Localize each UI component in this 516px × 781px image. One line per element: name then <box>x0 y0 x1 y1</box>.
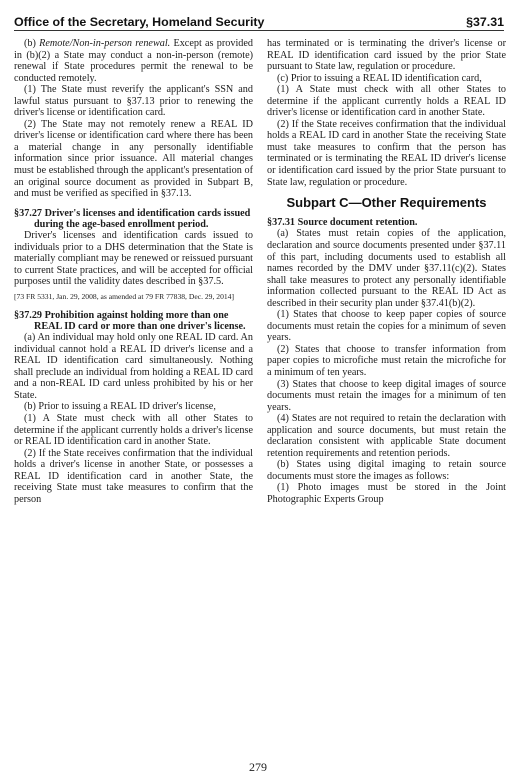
paragraph: (c) Prior to issuing a REAL ID identification card, <box>277 72 482 84</box>
section-heading-37-27: §37.27 Driver's licenses and identification cards issued during the age-based enrollment period. <box>14 207 251 230</box>
paragraph-remote-renewal <box>14 38 253 84</box>
section-heading-37-31: §37.31 Source document retention. <box>267 217 418 229</box>
header-title: Office of the Secretary, Homeland Security <box>14 15 265 29</box>
right-column <box>267 38 506 506</box>
header-section: §37.31 <box>466 15 504 29</box>
paragraph: (b) States using digital imaging to retain source documents must store the images as follows: <box>267 459 506 482</box>
paragraph-continued: has terminated or is terminating the driver's license or REAL ID identification card issued by the prior State pursuant to State law, regulation or procedure. <box>267 38 506 73</box>
subpart-heading: Subpart C—Other Requirements <box>286 195 487 211</box>
left-column <box>14 38 253 505</box>
paragraph: (1) A State must check with all other States to determine if the applicant currently holds a REAL ID driver's license or identification card in another State. <box>267 84 506 119</box>
citation: [73 FR 5331, Jan. 29, 2008, as amended at 79 FR 77838, Dec. 29, 2014] <box>14 291 234 301</box>
running-header <box>14 9 504 29</box>
paragraph: (b) Prior to issuing a REAL ID driver's license, <box>24 401 216 413</box>
paragraph-text: Except as provided in (b)(2) a State may conduct a non-in-person (remote) renewal if State procedures permit the renewal to be conducted remotely. <box>14 38 253 84</box>
paragraph: (a) An individual may hold only one REAL ID card. An individual cannot hold a REAL ID driver's license and a REAL ID identification card simultaneously. Nothing shall preclude an individual from holding a REAL ID card and a non-REAL ID card unless prohibited by his or her State. <box>14 332 253 401</box>
section-heading-37-29: §37.29 Prohibition against holding more than one REAL ID card or more than one driver's license. <box>14 309 246 332</box>
paragraph: (a) States must retain copies of the application, declaration and source documents presented under §37.11 of this part, including documents used to establish all names recorded by the DMV under §37.11(c)(2). States shall take measures to protect any personally identifiable information collected pursuant to the REAL ID Act as described in their security plan under §37.41(b)(2). <box>267 228 506 309</box>
page-number: 279 <box>249 760 267 774</box>
paragraph: Driver's licenses and identification cards issued to individuals prior to a DHS determination that the State is materially compliant may be renewed or reissued pursuant to current State practices, and will be accepted for official purposes until the validity dates described in §37.5. <box>14 230 253 288</box>
paragraph-label: (b) <box>24 38 40 49</box>
header-rule <box>14 30 504 31</box>
paragraph: (1) Photo images must be stored in the Joint Photographic Experts Group <box>267 482 506 505</box>
paragraph: (2) States that choose to transfer information from paper copies to microfiche must retain the microfiche for a minimum of ten years. <box>267 343 506 378</box>
paragraph: (4) States are not required to retain the declaration with application and source documents, but must retain the declaration consistent with applicable State document retention requirements and retention periods. <box>267 413 506 459</box>
paragraph: (1) A State must check with all other States to determine if the applicant currently holds a driver's license or REAL ID identification card in another State. <box>14 413 253 448</box>
paragraph: (3) States that choose to keep digital images of source documents must retain the images for a minimum of ten years. <box>267 378 506 413</box>
paragraph: (2) The State may not remotely renew a REAL ID driver's license or identification card where there has been a material change in any personally identifiable information since prior issuance. All material changes must be established through the applicant's presentation of an original source document as provided in Subpart B, and must be verified as specified in §37.13. <box>14 118 253 200</box>
paragraph: (1) States that choose to keep paper copies of source documents must retain the copies for a minimum of seven years. <box>267 309 506 344</box>
paragraph: (2) If the State receives confirmation that the individual holds a REAL ID card in another State the receiving State must take measures to confirm that the person has terminated or is terminating the REAL ID driver's license or identification card issued by the prior State pursuant to State law, regulation or procedure. <box>267 118 506 188</box>
paragraph: (2) If the State receives confirmation that the individual holds a driver's license in another State, or possesses a REAL ID identification card in another State, the receiving State must take measures to confirm that the person <box>14 447 253 505</box>
italic-heading: Remote/Non-in-person renewal. <box>39 38 171 49</box>
paragraph: (1) The State must reverify the applicant's SSN and lawful status pursuant to §37.13 prior to renewing the driver's license or identification card. <box>14 84 253 119</box>
